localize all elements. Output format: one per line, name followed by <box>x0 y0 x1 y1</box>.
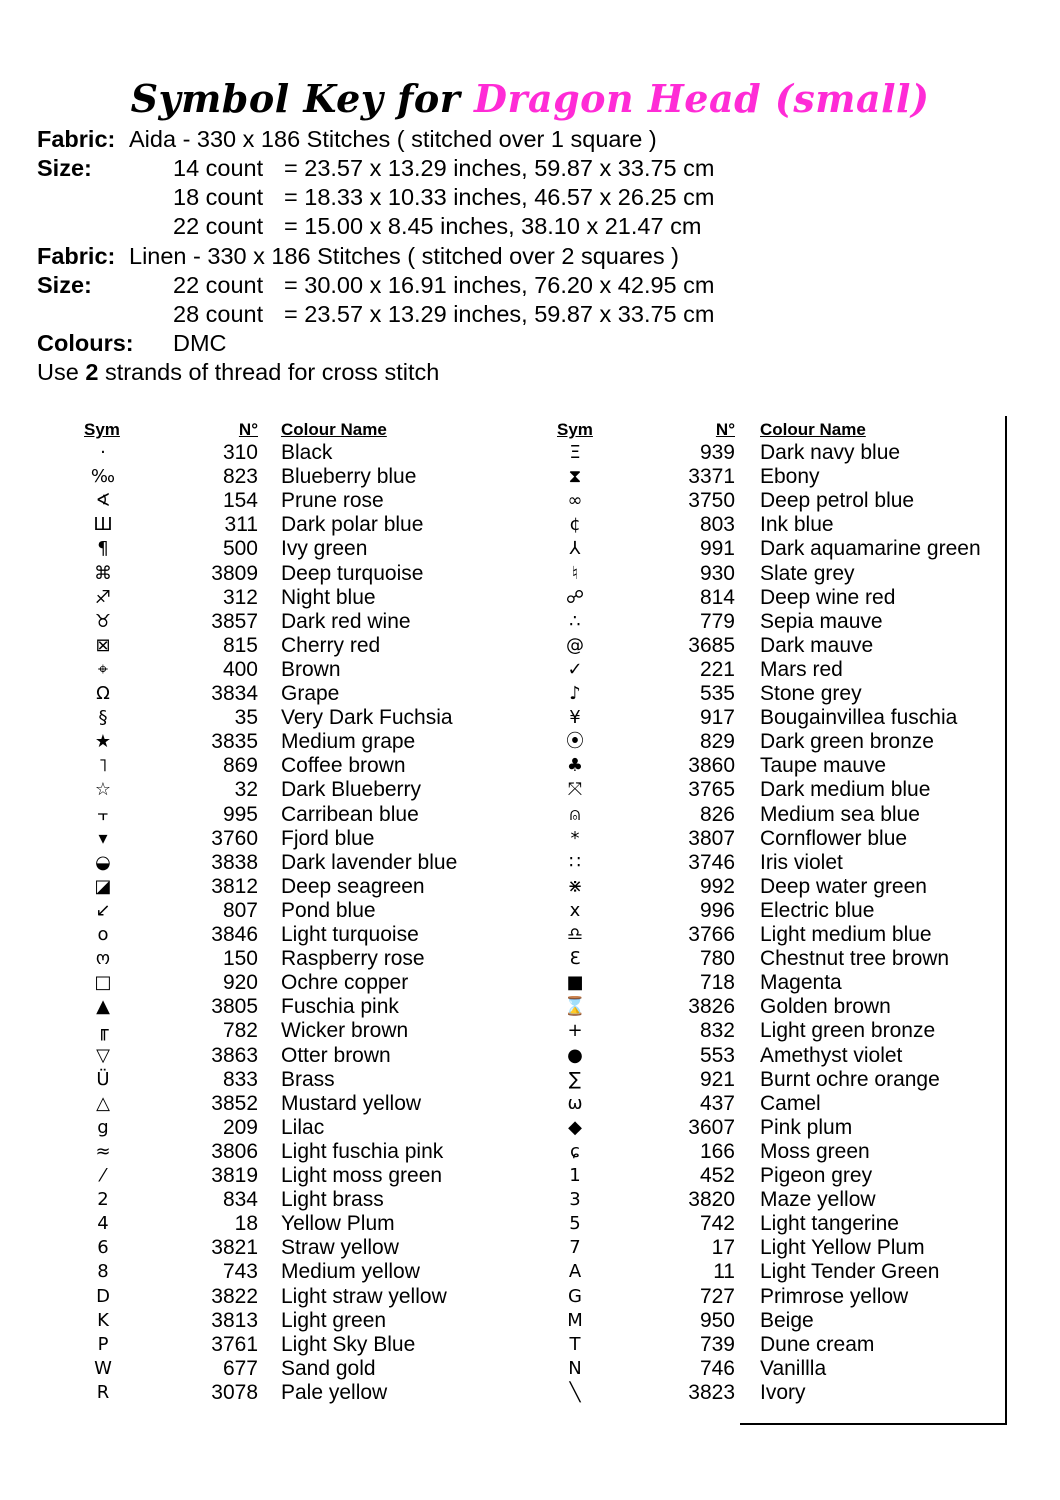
dmc-number-cell: 3761 <box>211 1332 258 1356</box>
dmc-number-cell: 950 <box>699 1308 735 1332</box>
colour-name-cell: Dune cream <box>760 1332 875 1356</box>
symbol-cell: 7 <box>569 1237 581 1259</box>
symbol-cell: △ <box>96 1092 110 1114</box>
dmc-number-cell: 930 <box>699 561 735 585</box>
symbol-cell: Ш <box>93 514 113 536</box>
colour-name-cell: Light tangerine <box>760 1212 899 1236</box>
symbol-cell: @ <box>566 634 584 656</box>
colour-name-cell: Fjord blue <box>281 826 375 850</box>
colour-name-cell: Primrose yellow <box>760 1284 909 1308</box>
dmc-number-cell: 154 <box>222 489 258 513</box>
dmc-number-cell: 35 <box>234 706 258 730</box>
dmc-number-cell: 829 <box>699 730 735 754</box>
dmc-number-cell: 814 <box>699 585 735 609</box>
colour-name-cell: Deep water green <box>760 874 927 898</box>
dmc-number-cell: 3821 <box>211 1236 258 1260</box>
colour-name-cell: Straw yellow <box>281 1236 399 1260</box>
dmc-number-cell: 869 <box>222 754 258 778</box>
colour-name-cell: Burnt ochre orange <box>760 1067 940 1091</box>
symbol-cell: ⍝ <box>569 803 581 825</box>
symbol-cell: ¶ <box>97 538 109 560</box>
symbol-cell: K <box>97 1309 109 1331</box>
colour-name-cell: Bougainvillea fuschia <box>760 706 958 730</box>
symbol-cell: ∑ <box>568 1068 582 1090</box>
colour-name-cell: Magenta <box>760 971 842 995</box>
colour-name-cell: Light straw yellow <box>281 1284 447 1308</box>
symbol-cell: ╲ <box>569 1381 581 1403</box>
colour-name-cell: Chestnut tree brown <box>760 947 950 971</box>
symbol-cell: * <box>570 827 580 849</box>
colour-name-cell: Medium sea blue <box>760 802 920 826</box>
size-count: 22 count <box>173 213 264 239</box>
size-dims: = 23.57 x 13.29 inches, 59.87 x 33.75 cm <box>284 301 715 327</box>
symbol-cell: A <box>568 1261 582 1283</box>
dmc-number-cell: 3685 <box>688 633 735 657</box>
colour-name-cell: Deep petrol blue <box>760 489 915 513</box>
symbol-cell: Ω <box>96 683 110 704</box>
symbol-cell: ɕ <box>570 1140 580 1162</box>
colour-name-cell: Light green <box>281 1308 387 1332</box>
dmc-number-cell: 500 <box>222 537 258 561</box>
colour-name-cell: Pale yellow <box>281 1380 388 1404</box>
dmc-number-cell: 677 <box>222 1356 258 1380</box>
size-dims: = 18.33 x 10.33 inches, 46.57 x 26.25 cm <box>284 184 715 210</box>
colour-name-cell: Mars red <box>760 657 843 681</box>
colour-name-cell: Black <box>281 441 333 464</box>
colour-name-cell: Medium yellow <box>281 1260 420 1284</box>
dmc-number-cell: 3820 <box>688 1188 735 1212</box>
dmc-number-cell: 833 <box>222 1067 258 1091</box>
colour-name-cell: Light Yellow Plum <box>760 1236 925 1260</box>
fabric-value: Linen - 330 x 186 Stitches ( stitched over 2 squares ) <box>129 243 679 269</box>
symbol-cell: 6 <box>97 1237 109 1259</box>
strands-pre: Use <box>37 359 79 385</box>
symbol-cell: ¢ <box>569 514 581 536</box>
symbol-cell: Ü <box>96 1068 110 1090</box>
dmc-number-cell: 3760 <box>211 826 258 850</box>
symbol-cell: ⋇ <box>567 875 583 897</box>
symbol-cell: ⫟ <box>97 803 109 825</box>
symbol-cell: ∷ <box>569 851 581 873</box>
dmc-number-cell: 3838 <box>211 850 258 874</box>
symbol-cell: ∢ <box>95 490 111 512</box>
dmc-number-cell: 3805 <box>211 995 258 1019</box>
dmc-number-cell: 3826 <box>688 995 735 1019</box>
symbol-cell: ↙ <box>95 899 111 921</box>
dmc-number-cell: 166 <box>699 1139 735 1163</box>
dmc-number-cell: 3607 <box>688 1115 735 1139</box>
colour-name-cell: Light Sky Blue <box>281 1332 416 1356</box>
symbol-cell: ☍ <box>565 586 585 608</box>
symbol-cell: ▲ <box>96 996 110 1018</box>
symbol-cell: W <box>94 1357 112 1379</box>
dmc-number-cell: 823 <box>222 465 258 489</box>
symbol-cell: M <box>567 1309 583 1331</box>
dmc-number-cell: 312 <box>222 585 258 609</box>
dmc-number-cell: 3806 <box>211 1139 258 1163</box>
symbol-cell: ✓ <box>567 658 583 680</box>
colour-name-cell: Amethyst violet <box>760 1043 903 1067</box>
dmc-number-cell: 779 <box>699 609 735 633</box>
colour-name-cell: Cherry red <box>281 633 381 657</box>
symbol-cell: Ξ <box>569 442 581 463</box>
symbol-cell: ⧗ <box>568 466 582 488</box>
size-dims: = 15.00 x 8.45 inches, 38.10 x 21.47 cm <box>284 213 702 239</box>
symbol-cell: g <box>97 1116 109 1138</box>
dmc-number-cell: 32 <box>234 778 258 802</box>
colour-name-cell: Slate grey <box>760 561 855 585</box>
colour-name-cell: Night blue <box>281 585 376 609</box>
colour-name-cell: Pigeon grey <box>760 1164 873 1187</box>
colour-name-cell: Prune rose <box>281 489 384 513</box>
dmc-number-cell: 310 <box>222 441 258 464</box>
dmc-number-cell: 3835 <box>211 730 258 754</box>
symbol-cell: · <box>100 442 106 463</box>
dmc-number-cell: 535 <box>699 682 735 705</box>
colour-name-cell: Pink plum <box>760 1115 853 1139</box>
colour-name-cell: Dark red wine <box>281 609 411 633</box>
symbol-cell: ● <box>567 1044 583 1066</box>
colours-label: Colours: <box>37 330 134 356</box>
dmc-number-cell: 746 <box>699 1356 735 1380</box>
dmc-number-cell: 742 <box>699 1212 735 1236</box>
symbol-cell: ⊠ <box>95 634 111 656</box>
dmc-number-cell: 3750 <box>688 489 735 513</box>
symbol-cell: ☆ <box>94 779 112 801</box>
colour-name-cell: Dark lavender blue <box>281 850 458 874</box>
dmc-number-cell: 3846 <box>211 923 258 946</box>
header-sym-left: Sym <box>84 420 120 439</box>
dmc-number-cell: 400 <box>222 657 258 681</box>
colour-name-cell: Ochre copper <box>281 971 409 995</box>
dmc-number-cell: 992 <box>699 874 735 898</box>
colour-name-cell: Ebony <box>760 465 820 489</box>
colour-name-cell: Medium grape <box>281 730 416 754</box>
colour-name-cell: Cornflower blue <box>760 826 908 850</box>
symbol-cell: ★ <box>94 731 112 753</box>
dmc-number-cell: 996 <box>699 898 735 922</box>
colour-name-cell: Grape <box>281 682 340 705</box>
size-dims: = 23.57 x 13.29 inches, 59.87 x 33.75 cm <box>284 155 715 181</box>
header-name-left: Colour Name <box>281 420 387 439</box>
fabric-label: Fabric: <box>37 243 116 269</box>
symbol-cell: T <box>569 1333 581 1355</box>
colour-name-cell: Dark aquamarine green <box>760 537 981 561</box>
colour-name-cell: Brass <box>281 1067 335 1091</box>
symbol-cell: ◒ <box>95 851 111 873</box>
dmc-number-cell: 826 <box>699 802 735 826</box>
symbol-cell: R <box>96 1381 110 1403</box>
colour-name-cell: Yellow Plum <box>281 1212 395 1236</box>
dmc-number-cell: 3809 <box>211 561 258 585</box>
dmc-number-cell: 209 <box>222 1115 258 1139</box>
fabric-value: Aida - 330 x 186 Stitches ( stitched over 1 square ) <box>129 126 657 152</box>
colour-name-cell: Deep wine red <box>760 585 896 609</box>
symbol-cell: ო <box>95 948 111 970</box>
dmc-number-cell: 995 <box>222 802 258 826</box>
symbol-cell: ω <box>567 1092 583 1114</box>
strands-count: 2 <box>85 359 99 385</box>
colour-name-cell: Electric blue <box>760 898 875 922</box>
symbol-cell: N <box>568 1357 582 1379</box>
dmc-number-cell: 3766 <box>688 923 735 946</box>
symbol-cell: ◪ <box>94 875 112 897</box>
symbol-cell: ⅄ <box>569 538 581 560</box>
colour-name-cell: Maze yellow <box>760 1188 876 1212</box>
symbol-cell: ♐ <box>94 586 112 608</box>
dmc-number-cell: 437 <box>699 1091 735 1115</box>
symbol-cell: ♪ <box>569 683 581 704</box>
dmc-number-cell: 17 <box>711 1236 735 1260</box>
dmc-number-cell: 803 <box>699 513 735 537</box>
colour-name-cell: Light medium blue <box>760 923 932 946</box>
header-name-right: Colour Name <box>760 420 866 439</box>
colour-name-cell: Blueberry blue <box>281 465 417 489</box>
colour-name-cell: Light fuschia pink <box>281 1139 444 1163</box>
dmc-number-cell: 3852 <box>211 1091 258 1115</box>
dmc-number-cell: 832 <box>699 1019 735 1043</box>
colours-value: DMC <box>173 330 227 356</box>
symbol-cell: ♮ <box>571 562 579 584</box>
header-num-right: N° <box>715 420 735 439</box>
colour-name-cell: Taupe mauve <box>760 754 887 778</box>
dmc-number-cell: 3812 <box>211 874 258 898</box>
symbol-cell: 2 <box>97 1189 109 1211</box>
colour-name-cell: Carribean blue <box>281 802 419 826</box>
colour-name-cell: Very Dark Fuchsia <box>281 706 453 730</box>
colour-name-cell: Stone grey <box>760 682 862 705</box>
dmc-number-cell: 739 <box>699 1332 735 1356</box>
colour-name-cell: Otter brown <box>281 1043 391 1067</box>
dmc-number-cell: 3834 <box>211 682 258 705</box>
size-count: 22 count <box>173 272 264 298</box>
title-prefix: Symbol Key for <box>130 76 461 121</box>
symbol-cell: □ <box>94 972 112 994</box>
dmc-number-cell: 3078 <box>211 1380 258 1404</box>
symbol-cell: o <box>97 924 109 945</box>
symbol-cell: ♉ <box>94 610 112 632</box>
symbol-cell: G <box>568 1285 582 1307</box>
dmc-number-cell: 18 <box>234 1212 258 1236</box>
symbol-cell: ⌖ <box>97 658 109 680</box>
colour-name-cell: Light moss green <box>281 1164 443 1187</box>
symbol-cell: ⌘ <box>94 562 112 584</box>
fabric-label: Fabric: <box>37 126 116 152</box>
colour-name-cell: Ivory <box>760 1380 806 1404</box>
dmc-number-cell: 3813 <box>211 1308 258 1332</box>
symbol-cell: ⤧ <box>567 779 583 801</box>
dmc-number-cell: 3863 <box>211 1043 258 1067</box>
symbol-cell: ¥ <box>569 707 581 729</box>
colour-name-cell: Dark medium blue <box>760 778 931 802</box>
strands-instruction <box>37 359 439 386</box>
dmc-number-cell: 807 <box>222 898 258 922</box>
colour-name-cell: Moss green <box>760 1139 870 1163</box>
dmc-number-cell: 782 <box>222 1019 258 1043</box>
symbol-cell: § <box>98 707 108 729</box>
dmc-number-cell: 452 <box>699 1164 735 1187</box>
colour-name-cell: Light turquoise <box>281 923 419 946</box>
dmc-number-cell: 11 <box>713 1260 735 1284</box>
dmc-number-cell: 3819 <box>211 1164 258 1187</box>
symbol-cell: 8 <box>97 1261 109 1283</box>
symbol-cell: 1 <box>569 1165 581 1186</box>
colour-name-cell: Fuschia pink <box>281 995 399 1019</box>
pattern-name: Dragon Head (small) <box>474 76 930 121</box>
symbol-cell: ▾ <box>98 827 108 849</box>
colour-name-cell: Light brass <box>281 1188 384 1212</box>
symbol-cell: ⌛ <box>563 996 587 1018</box>
symbol-cell: ∞ <box>567 490 583 512</box>
dmc-number-cell: 939 <box>699 441 735 464</box>
dmc-number-cell: 3746 <box>688 850 735 874</box>
symbol-cell: P <box>97 1333 109 1355</box>
size-dims: = 30.00 x 16.91 inches, 76.20 x 42.95 cm <box>284 272 715 298</box>
dmc-number-cell: 834 <box>222 1188 258 1212</box>
symbol-cell: ▽ <box>96 1044 110 1066</box>
symbol-cell: ⁄ <box>101 1165 105 1186</box>
symbol-cell: Ɛ <box>569 948 581 970</box>
dmc-number-cell: 991 <box>699 537 735 561</box>
dmc-number-cell: 718 <box>699 971 735 995</box>
dmc-number-cell: 311 <box>224 513 258 537</box>
size-count: 28 count <box>173 301 264 327</box>
colour-name-cell: Deep turquoise <box>281 561 424 585</box>
dmc-number-cell: 780 <box>699 947 735 971</box>
dmc-number-cell: 150 <box>222 947 258 971</box>
symbol-cell: ╓ <box>97 1020 109 1042</box>
table-border-right <box>1005 416 1007 1424</box>
header-sym-right: Sym <box>557 420 593 439</box>
size-label: Size: <box>37 272 92 298</box>
dmc-number-cell: 3807 <box>688 826 735 850</box>
colour-name-cell: Iris violet <box>760 850 843 874</box>
symbol-cell: 3 <box>569 1189 581 1211</box>
table-border-bottom <box>740 1423 1007 1425</box>
colour-name-cell: Golden brown <box>760 995 891 1019</box>
symbol-cell: ♣ <box>566 755 584 777</box>
symbol-cell: ⦿ <box>566 731 584 753</box>
colour-name-cell: Dark polar blue <box>281 513 424 537</box>
dmc-number-cell: 3822 <box>211 1284 258 1308</box>
colour-name-cell: Ink blue <box>760 513 834 537</box>
symbol-cell: ≈ <box>95 1140 111 1162</box>
symbol-cell: ˥ <box>98 755 108 777</box>
colour-name-cell: Wicker brown <box>281 1019 409 1043</box>
colour-name-cell: Pond blue <box>281 898 376 922</box>
symbol-cell: D <box>96 1285 110 1307</box>
colour-name-cell: Raspberry rose <box>281 947 425 971</box>
colour-name-cell: Light green bronze <box>760 1019 936 1043</box>
symbol-cell: ∴ <box>569 610 581 632</box>
colour-name-cell: Light Tender Green <box>760 1260 940 1284</box>
page-title <box>0 76 1060 121</box>
colour-name-cell: Lilac <box>281 1115 325 1139</box>
symbol-cell: x <box>569 899 581 921</box>
symbol-cell: 5 <box>569 1213 581 1235</box>
dmc-number-cell: 921 <box>699 1067 735 1091</box>
colour-name-cell: Sepia mauve <box>760 609 883 633</box>
dmc-number-cell: 553 <box>699 1043 735 1067</box>
colour-name-cell: Camel <box>760 1091 821 1115</box>
dmc-number-cell: 3765 <box>688 778 735 802</box>
colour-name-cell: Coffee brown <box>281 754 406 778</box>
dmc-number-cell: 743 <box>222 1260 258 1284</box>
dmc-number-cell: 3860 <box>688 754 735 778</box>
dmc-number-cell: 917 <box>699 706 735 730</box>
symbol-cell: ◆ <box>568 1116 582 1138</box>
size-count: 14 count <box>173 155 264 181</box>
dmc-number-cell: 815 <box>222 633 258 657</box>
colour-name-cell: Deep seagreen <box>281 874 425 898</box>
colour-name-cell: Beige <box>760 1308 814 1332</box>
colour-name-cell: Dark Blueberry <box>281 778 422 802</box>
colour-name-cell: Mustard yellow <box>281 1091 422 1115</box>
colour-name-cell: Dark mauve <box>760 633 874 657</box>
size-count: 18 count <box>173 184 264 210</box>
colour-name-cell: Ivy green <box>281 537 368 561</box>
colour-name-cell: Sand gold <box>281 1356 376 1380</box>
dmc-number-cell: 727 <box>699 1284 735 1308</box>
colour-name-cell: Dark green bronze <box>760 730 934 754</box>
dmc-number-cell: 920 <box>222 971 258 995</box>
colour-name-cell: Dark navy blue <box>760 441 901 464</box>
colour-name-cell: Brown <box>281 657 341 681</box>
symbol-cell: ♎ <box>566 924 584 945</box>
symbol-cell: ■ <box>566 972 584 994</box>
colour-name-cell: Vanillla <box>760 1356 827 1380</box>
symbol-cell: 4 <box>97 1213 109 1235</box>
symbol-cell: + <box>567 1020 583 1042</box>
size-label: Size: <box>37 155 92 181</box>
dmc-number-cell: 3371 <box>688 465 735 489</box>
symbol-cell: ‰ <box>90 466 116 488</box>
header-num-left: N° <box>238 420 258 439</box>
dmc-number-cell: 221 <box>699 657 735 681</box>
dmc-number-cell: 3857 <box>211 609 258 633</box>
dmc-number-cell: 3823 <box>688 1380 735 1404</box>
strands-post: strands of thread for cross stitch <box>104 359 440 385</box>
